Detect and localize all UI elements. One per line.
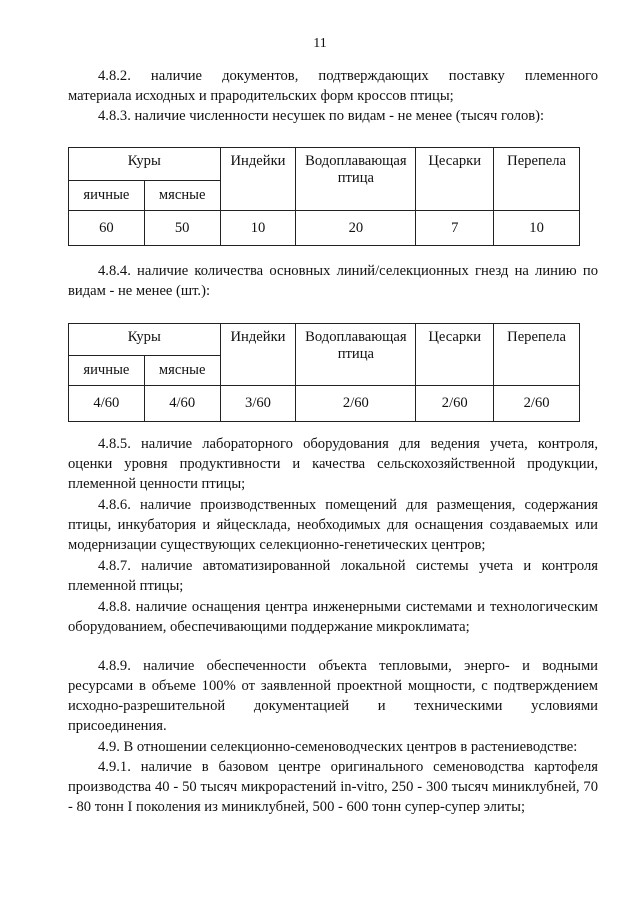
table2-cell: 3/60 [220,386,296,422]
table1-header-quail: Перепела [494,148,580,211]
table1-subheader-meat: мясные [144,181,220,211]
table1-cell: 60 [69,211,145,246]
table1-cell: 50 [144,211,220,246]
table-lines-count [68,323,580,422]
table2-cell: 2/60 [296,386,416,422]
paragraph-4-8-2-line2: материала исходных и прародительских форм кроссов птицы; [68,88,454,104]
table2-subheader-meat: мясные [144,356,220,386]
paragraph-4-8-5: 4.8.5. наличие лабораторного оборудования для ведения учета, контроля, оценки уровня продуктивности и качества сельскохозяйственной продукции, племенной ценности птицы; [68,436,598,492]
table-row [69,386,580,422]
paragraph-4-8-4: 4.8.4. наличие количества основных линий/селекционных гнезд на линию по видам - не менее (шт.): [68,263,598,299]
table2-header-turkeys: Индейки [220,324,296,386]
paragraph-4-9: 4.9. В отношении селекционно-семеноводческих центров в растениеводстве: [98,739,578,755]
table1-header-waterfowl: Водоплавающая птица [296,148,416,211]
table1-cell: 10 [494,211,580,246]
table2-subheader-egg: яичные [69,356,145,386]
table2-header-guinea-fowl: Цесарки [416,324,494,386]
page-number: 11 [313,36,327,51]
table2-cell: 2/60 [494,386,580,422]
table1-cell: 10 [220,211,296,246]
table1-cell: 20 [296,211,416,246]
table-row [69,211,580,246]
paragraph-4-8-2 [68,66,598,106]
table2-cell: 4/60 [144,386,220,422]
table1-group-header: Куры [69,148,221,181]
table1-header-turkeys: Индейки [220,148,296,211]
table2-cell: 4/60 [69,386,145,422]
paragraph-4-8-2-line1: 4.8.2. наличие документов, подтверждающих поставку племенного [98,68,598,84]
paragraph-4-8-9: 4.8.9. наличие обеспеченности объекта тепловыми, энерго- и водными ресурсами в объеме 100% от заявленной проектной мощности, с подтверждением исходно-разрешительной документацией и техническими условиями присоединения. [68,658,598,734]
table2-header-waterfowl: Водоплавающая птица [296,324,416,386]
paragraph-4-8-3: 4.8.3. наличие численности несушек по видам - не менее (тысяч голов): [98,108,545,124]
paragraph-4-8-7: 4.8.7. наличие автоматизированной локальной системы учета и контроля племенной птицы; [68,558,598,594]
table1-cell: 7 [416,211,494,246]
paragraph-4-9-1: 4.9.1. наличие в базовом центре оригинального семеноводства картофеля производства 40 - 50 тысяч микрорастений in-vitro, 250 - 300 тысяч миниклубней, 70 - 80 тонн I поколения из миниклубней, 500 - 600 тонн супер-супер элиты; [68,759,598,815]
table2-header-quail: Перепела [494,324,580,386]
table-hens-count [68,147,580,246]
paragraph-4-8-8: 4.8.8. наличие оснащения центра инженерными системами и технологическим оборудованием, обеспечивающими поддержание микроклимата; [68,599,598,635]
paragraph-4-8-6: 4.8.6. наличие производственных помещений для размещения, содержания птицы, инкубатория и яйцесклада, необходимых для оснащения создаваемых или модернизации существующих селекционно-генетических центров; [68,497,598,553]
table2-cell: 2/60 [416,386,494,422]
table1-subheader-egg: яичные [69,181,145,211]
table1-header-guinea-fowl: Цесарки [416,148,494,211]
table2-group-header: Куры [69,324,221,356]
